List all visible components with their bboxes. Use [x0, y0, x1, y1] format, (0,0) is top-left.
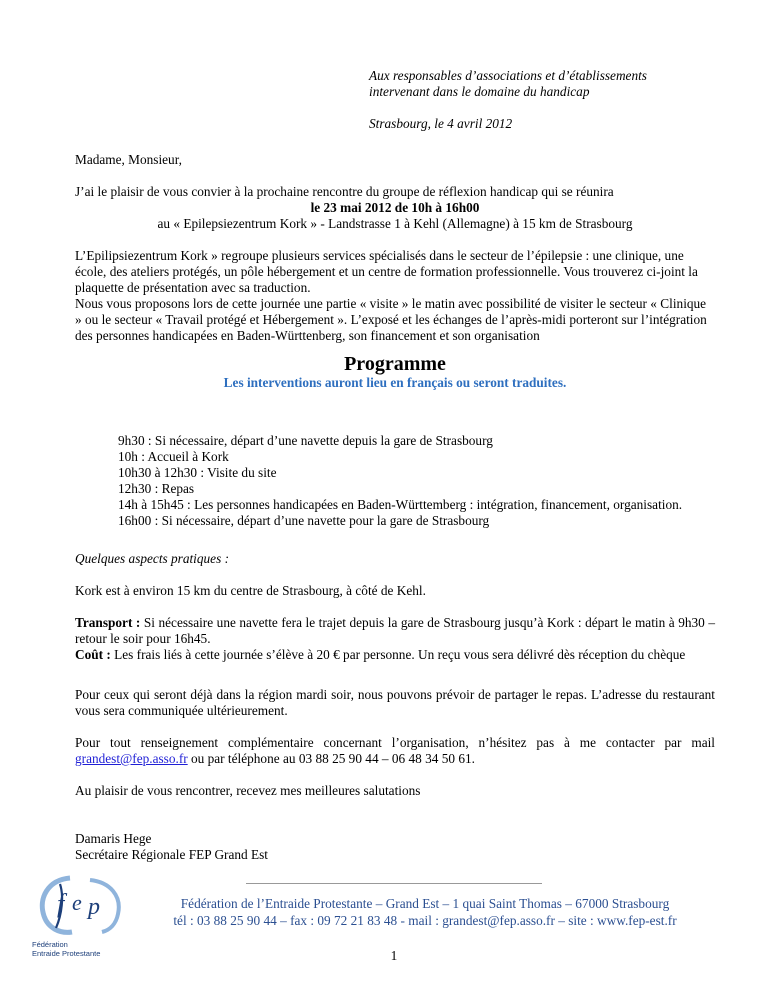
transport-cost-block	[75, 615, 715, 663]
schedule-item: 10h30 à 12h30 : Visite du site	[118, 465, 277, 480]
logo-caption-line-2: Entraide Protestante	[32, 949, 101, 958]
cost-info	[75, 647, 715, 663]
schedule-item: 12h30 : Repas	[118, 481, 195, 496]
programme-subtitle: Les interventions auront lieu en français ou seront traduites.	[223, 375, 567, 390]
closing: Au plaisir de vous rencontrer, recevez mes meilleures salutations	[75, 783, 421, 798]
transport-label: Transport :	[75, 615, 141, 630]
schedule-list	[118, 433, 718, 529]
signature-block	[75, 831, 715, 863]
cost-text: Les frais liés à cette journée s’élève à 20 € par personne. Un reçu vous sera délivré dès réception du chèque	[110, 647, 686, 662]
schedule-item: 14h à 15h45 : Les personnes handicapées en Baden-Württemberg : intégration, financement, organisation.	[118, 497, 683, 512]
location-info: Kork est à environ 15 km du centre de Strasbourg, à côté de Kehl.	[75, 583, 426, 598]
cost-label: Coût :	[75, 647, 111, 662]
logo-caption-line-1: Fédération	[32, 940, 68, 949]
contact-email-link[interactable]: grandest@fep.asso.fr	[75, 751, 188, 766]
signature-role: Secrétaire Régionale FEP Grand Est	[75, 847, 268, 862]
svg-text:e: e	[72, 890, 82, 915]
visit-description: Nous vous proposons lors de cette journée une partie « visite » le matin avec possibilité de visiter le secteur « Clinique » ou le secteur « Travail protégé et Hébergement ». L’exposé et les échanges de l’après-midi porteront sur l’intégration des personnes handicapées en Baden-Württenberg, son financement et son organisation	[75, 296, 707, 343]
dinner-info: Pour ceux qui seront déjà dans la région mardi soir, nous pouvons prévoir de partager le repas. L’adresse du restaurant vous sera communiquée ultérieurement.	[75, 687, 715, 718]
svg-text:p: p	[88, 894, 100, 920]
footer-address: Fédération de l’Entraide Protestante – Grand Est – 1 quai Saint Thomas – 67000 Strasbourg	[180, 896, 670, 911]
programme-title: Programme	[344, 353, 446, 375]
page-number: 1	[390, 948, 398, 963]
svg-text:f: f	[57, 889, 65, 918]
letter-date: Strasbourg, le 4 avril 2012	[369, 116, 513, 131]
signature-name: Damaris Hege	[75, 831, 152, 846]
recipient-block	[369, 68, 749, 132]
schedule-item: 9h30 : Si nécessaire, départ d’une navette depuis la gare de Strasbourg	[118, 433, 493, 448]
footer-divider	[246, 883, 542, 884]
practical-heading: Quelques aspects pratiques :	[75, 551, 229, 566]
salutation: Madame, Monsieur,	[75, 152, 182, 167]
invitation-intro: J’ai le plaisir de vous convier à la prochaine rencontre du groupe de réflexion handicap qui se réunira	[75, 184, 614, 199]
invitation-date: le 23 mai 2012 de 10h à 16h00	[310, 200, 480, 215]
schedule-item: 16h00 : Si nécessaire, départ d’une navette pour la gare de Strasbourg	[118, 513, 490, 528]
recipient-line-2: intervenant dans le domaine du handicap	[369, 84, 590, 99]
transport-info	[75, 615, 715, 647]
contact-post: ou par téléphone au 03 88 25 90 44 – 06 48 34 50 61.	[187, 751, 476, 766]
logo-caption	[32, 940, 138, 958]
schedule-item: 10h : Accueil à Kork	[118, 449, 229, 464]
invitation-location: au « Epilepsiezentrum Kork » - Landstrasse 1 à Kehl (Allemagne) à 15 km de Strasbourg	[157, 216, 633, 231]
contact-pre: Pour tout renseignement complémentaire concernant l’organisation, n’hésitez pas à me contacter par mail	[75, 735, 715, 750]
invitation-block	[75, 184, 715, 232]
contact-info	[75, 735, 715, 767]
centre-description: L’Epilipsiezentrum Kork » regroupe plusieurs services spécialisés dans le secteur de l’épilepsie : une clinique, une école, des ateliers protégés, un pôle hébergement et un centre de formation professionnelle. Vous trouverez ci-joint la plaquette de présentation avec sa traduction.	[75, 248, 698, 295]
transport-text: Si nécessaire une navette fera le trajet depuis la gare de Strasbourg jusqu’à Kork : départ le matin à 9h30 – retour le soir pour 16h45.	[75, 615, 715, 646]
recipient-line-1: Aux responsables d’associations et d’établissements	[369, 68, 647, 83]
footer-contact: tél : 03 88 25 90 44 – fax : 09 72 21 83 48 - mail : grandest@fep.asso.fr – site : www.fep-est.fr	[173, 913, 677, 928]
